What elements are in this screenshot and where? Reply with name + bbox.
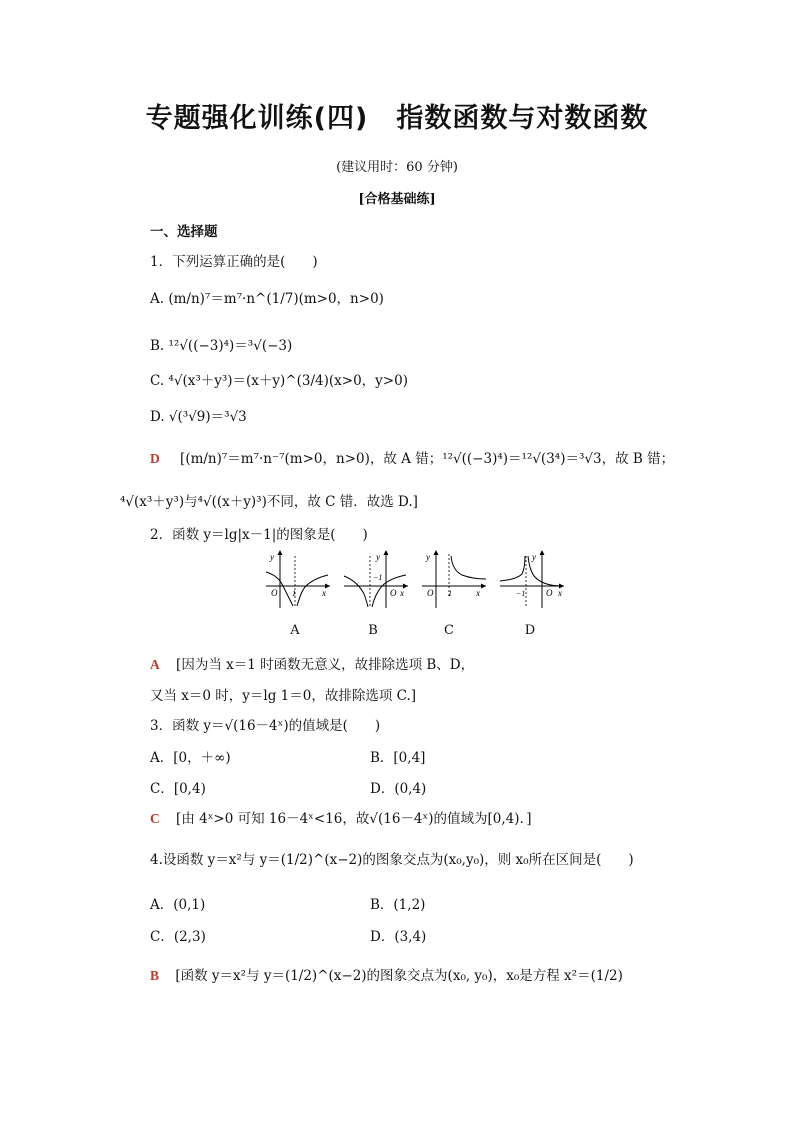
q2-graph-d [496,548,566,610]
q2-graph-b [340,548,410,610]
q2-graph-d-label: D [524,623,536,638]
q4-explain: [函数 y＝x²与 y＝(1/2)^(x−2)的图象交点为(x₀, y₀)，x₀是方程 x²＝(1/2) [175,968,623,984]
svg-text:x: x [400,588,404,598]
q4-option-a: A．(0,1) [150,897,206,913]
q3-stem: 3．函数 y＝√(16－4ˣ)的值域是( ) [150,718,381,734]
section-heading: 一、选择题 [150,224,218,240]
q2-explain-1: [因为当 x＝1 时函数无意义，故排除选项 B、D， [176,657,475,673]
svg-text:y: y [426,552,430,562]
q1-explain-1: [(m/n)⁷＝m⁷·n⁻⁷(m>0，n>0)，故 A 错；¹²√((−3)⁴)＝¹²√(3⁴)＝³√3，故 B 错； [180,451,675,467]
q3-option-b: B．[0,4] [370,750,426,766]
q3-answer: C [150,811,160,826]
q4-option-d: D．(3,4) [370,929,427,945]
svg-text:x: x [476,588,480,598]
q2-stem: 2．函数 y＝lg|x－1|的图象是( ) [150,527,368,543]
q4-answer-line [150,964,623,984]
svg-text:1: 1 [292,589,296,598]
q3-explain: [由 4ˣ>0 可知 16－4ˣ<16，故√(16－4ˣ)的值域为[0,4)．] [176,811,532,827]
q3-answer-line [150,807,532,827]
q4-option-b: B．(1,2) [370,897,426,913]
q2-graph-c-label: C [444,623,454,638]
svg-text:x: x [322,588,326,598]
q3-option-c: C．[0,4) [150,781,206,797]
svg-text:−1: −1 [516,589,526,598]
q1-explain-2: ⁴√(x³＋y³)与⁴√((x＋y)³)不同，故 C 错．故选 D.] [120,494,418,510]
q2-graph-a [262,548,332,610]
q3-option-d: D．(0,4) [370,781,427,797]
time-note: (建议用时：60 分钟) [336,160,458,175]
q1-option-c: C. ⁴√(x³＋y³)＝(x＋y)^(3/4)(x>0，y>0) [150,373,408,389]
q2-answer: A [150,657,160,672]
q4-option-c: C．(2,3) [150,929,206,945]
page-title: 专题强化训练(四) 指数函数与对数函数 [145,103,649,134]
svg-text:O: O [427,588,434,598]
svg-text:1: 1 [448,589,452,598]
svg-text:O: O [271,588,278,598]
q1-option-d: D. √(³√9)＝³√3 [150,409,247,425]
q2-graph-a-label: A [290,623,300,638]
svg-text:x: x [558,588,562,598]
level-label: [合格基础练] [358,192,436,207]
q4-answer: B [150,968,160,983]
svg-text:−1: −1 [373,573,383,582]
svg-text:O: O [390,588,397,598]
q2-graph-b-label: B [368,623,378,638]
q4-stem: 4.设函数 y＝x²与 y＝(1/2)^(x−2)的图象交点为(x₀,y₀)，则 x₀所在区间是( ) [150,852,634,868]
svg-text:y: y [376,552,380,562]
q1-answer-line [150,447,674,467]
q2-answer-line [150,653,474,673]
q3-option-a: A．[0，＋∞) [150,750,231,766]
q1-stem: 1．下列运算正确的是( ) [150,254,318,270]
q2-explain-2: 又当 x＝0 时，y＝lg 1＝0，故排除选项 C.] [150,688,417,704]
q1-option-a: A. (m/n)⁷＝m⁷·n^(1/7)(m>0，n>0) [150,291,384,307]
svg-text:y: y [270,552,274,562]
svg-text:O: O [546,588,553,598]
q2-graph-c [418,548,488,610]
q1-answer: D [150,451,160,466]
svg-text:y: y [532,552,536,562]
q1-option-b: B. ¹²√((−3)⁴)＝³√(−3) [150,338,293,354]
